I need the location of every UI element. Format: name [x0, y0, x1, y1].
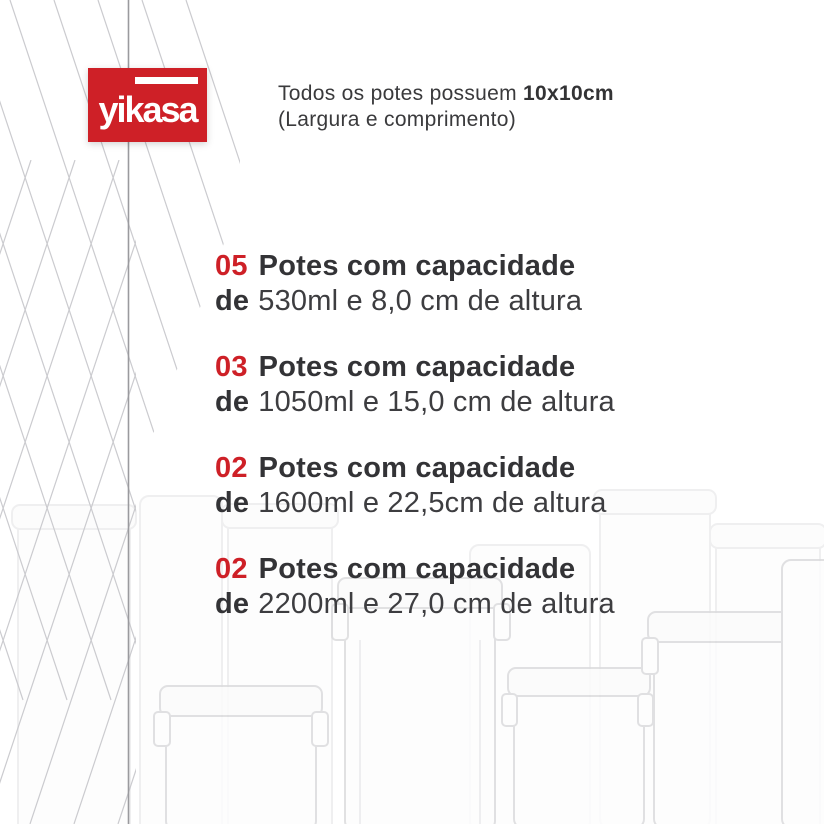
spec-item-count: 03 [215, 351, 248, 383]
logo-text: yikasa [98, 89, 197, 130]
spec-item-detail: de 530ml e 8,0 cm de altura [215, 285, 583, 317]
spec-item-title: 02 Potes com capacidade [215, 553, 576, 585]
header-note-line2: (Largura e comprimento) [278, 108, 516, 131]
spec-item-count: 02 [215, 553, 248, 585]
spec-item-detail: de 1050ml e 15,0 cm de altura [215, 386, 615, 418]
yikasa-logo [88, 68, 207, 142]
spec-item-title: 02 Potes com capacidade [215, 452, 576, 484]
header-note-dimensions: 10x10cm [523, 82, 614, 105]
logo-bar-accent [135, 77, 198, 84]
spec-item-title: 03 Potes com capacidade [215, 351, 576, 383]
spec-item-detail: de 1600ml e 22,5cm de altura [215, 487, 607, 519]
header-note-line1: Todos os potes possuem 10x10cm [278, 82, 614, 105]
spec-item-title: 05 Potes com capacidade [215, 250, 576, 282]
spec-item-1600ml [215, 451, 615, 521]
spec-item-count: 05 [215, 250, 248, 282]
spec-item-2200ml [215, 552, 615, 622]
spec-item-detail: de 2200ml e 27,0 cm de altura [215, 588, 615, 620]
spec-item-1050ml [215, 350, 615, 420]
header-note [278, 81, 614, 133]
spec-list [215, 249, 615, 653]
spec-item-count: 02 [215, 452, 248, 484]
spec-item-530ml [215, 249, 615, 319]
